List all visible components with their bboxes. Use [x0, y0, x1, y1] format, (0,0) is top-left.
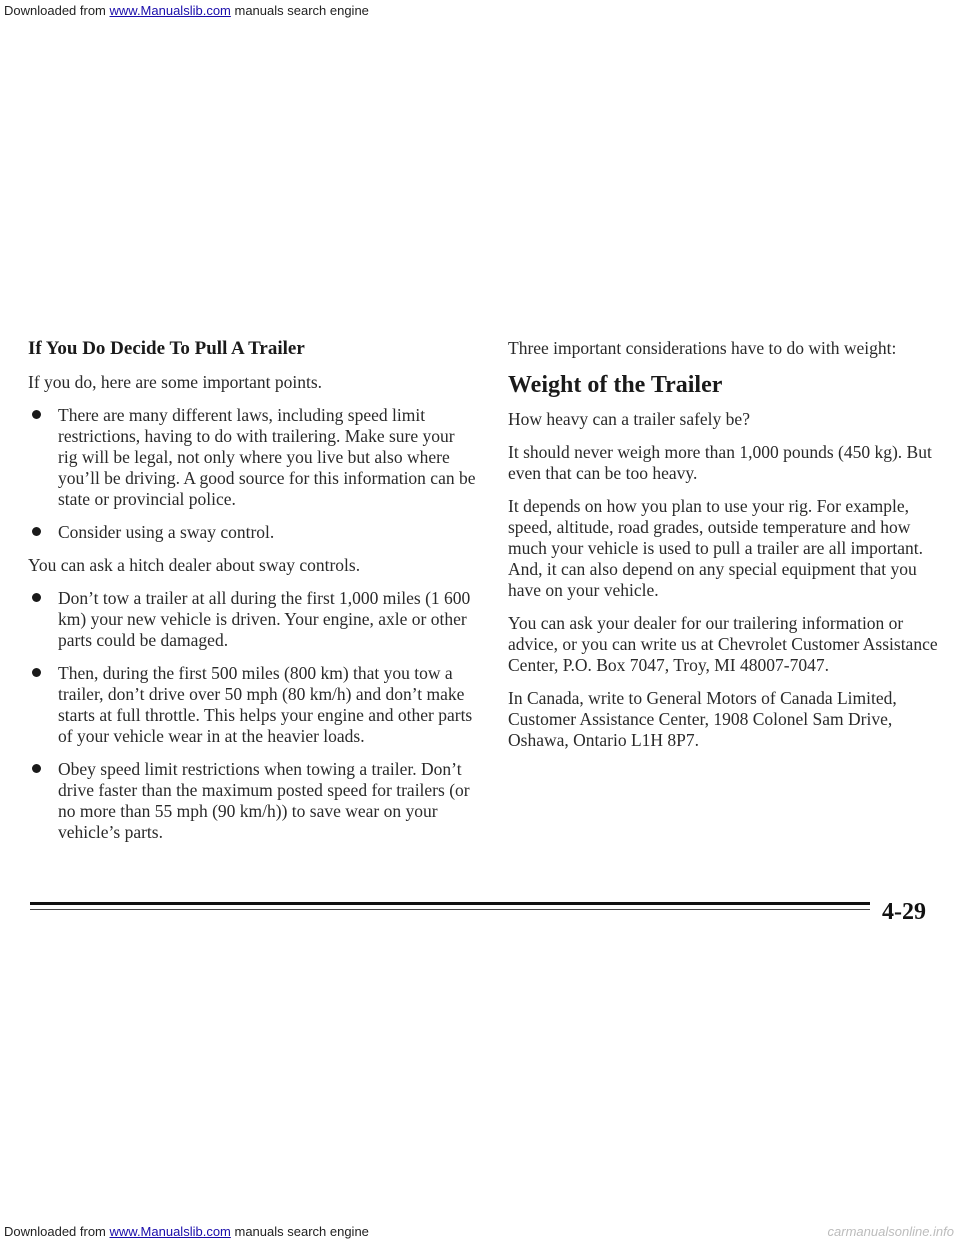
list-item-text: There are many different laws, including speed limit restrictions, having to do with trailering. Make sure your rig will be legal, not only where you live but also where you’ll be driving. A good source for this information can be state or provincial police.: [58, 405, 476, 509]
list-item-text: Obey speed limit restrictions when towing a trailer. Don’t drive faster than the maximum posted speed for trailers (or no more than 55 mph (90 km/h)) to save wear on your vehicle’s parts.: [58, 759, 470, 842]
list-item: [28, 522, 478, 543]
bullet-icon: [32, 593, 41, 602]
page-number: 4-29: [882, 899, 926, 925]
list-item-text: Consider using a sway control.: [58, 522, 275, 542]
paragraph: In Canada, write to General Motors of Canada Limited, Customer Assistance Center, 1908 Colonel Sam Drive, Oshawa, Ontario L1H 8P7.: [508, 688, 897, 750]
banner-prefix: Downloaded from: [4, 3, 110, 18]
list-item: [28, 663, 478, 747]
download-banner: [0, 0, 960, 22]
right-column: [508, 338, 938, 763]
points-list-2: [28, 588, 478, 843]
paragraph: How heavy can a trailer safely be?: [508, 409, 750, 429]
paragraph: It depends on how you plan to use your rig. For example, speed, altitude, road grades, outside temperature and how much your vehicle is used to pull a trailer are all important. And, it can also depend on any special equipment that you have on your vehicle.: [508, 496, 924, 600]
points-list-1: [28, 405, 478, 543]
bullet-icon: [32, 668, 41, 677]
intro-paragraph: If you do, here are some important points.: [28, 372, 323, 392]
bottom-banner-suffix: manuals search engine: [230, 1224, 369, 1239]
bottom-download-text: [4, 1222, 369, 1242]
list-item: [28, 759, 478, 843]
rule-thick: [30, 902, 870, 905]
rule-thin: [30, 909, 870, 910]
considerations-intro: Three important considerations have to do with weight:: [508, 338, 897, 358]
list-item: [28, 588, 478, 651]
paragraph: You can ask your dealer for our trailering information or advice, or you can write us at Chevrolet Customer Assistance Center, P.O. Box 7047, Troy, MI 48007-7047.: [508, 613, 938, 675]
bullet-icon: [32, 764, 41, 773]
list-item-text: Don’t tow a trailer at all during the first 1,000 miles (1 600 km) your new vehicle is driven. Your engine, axle or other parts could be damaged.: [58, 588, 471, 650]
bullet-icon: [32, 527, 41, 536]
list-item-text: Then, during the first 500 miles (800 km) that you tow a trailer, don’t drive over 50 mph (80 km/h) and don’t make starts at full throttle. This helps your engine and other parts of your vehicle wear in at the heavier loads.: [58, 663, 473, 746]
watermark: carmanualsonline.info: [827, 1224, 954, 1239]
trailer-decision-heading: If You Do Decide To Pull A Trailer: [28, 338, 305, 359]
paragraph: It should never weigh more than 1,000 pounds (450 kg). But even that can be too heavy.: [508, 442, 932, 483]
list-item: [28, 405, 478, 510]
section-title: Weight of the Trailer: [508, 372, 723, 398]
sway-note: You can ask a hitch dealer about sway controls.: [28, 555, 361, 575]
footer-rule: [30, 896, 870, 926]
bottom-banner: [0, 1222, 960, 1242]
bullet-icon: [32, 410, 41, 419]
bottom-manualslib-link[interactable]: www.Manualslib.com: [109, 1224, 231, 1239]
manualslib-link[interactable]: www.Manualslib.com: [109, 3, 231, 18]
left-column: [28, 338, 478, 855]
banner-suffix: manuals search engine: [230, 3, 369, 18]
bottom-banner-prefix: Downloaded from: [4, 1224, 110, 1239]
